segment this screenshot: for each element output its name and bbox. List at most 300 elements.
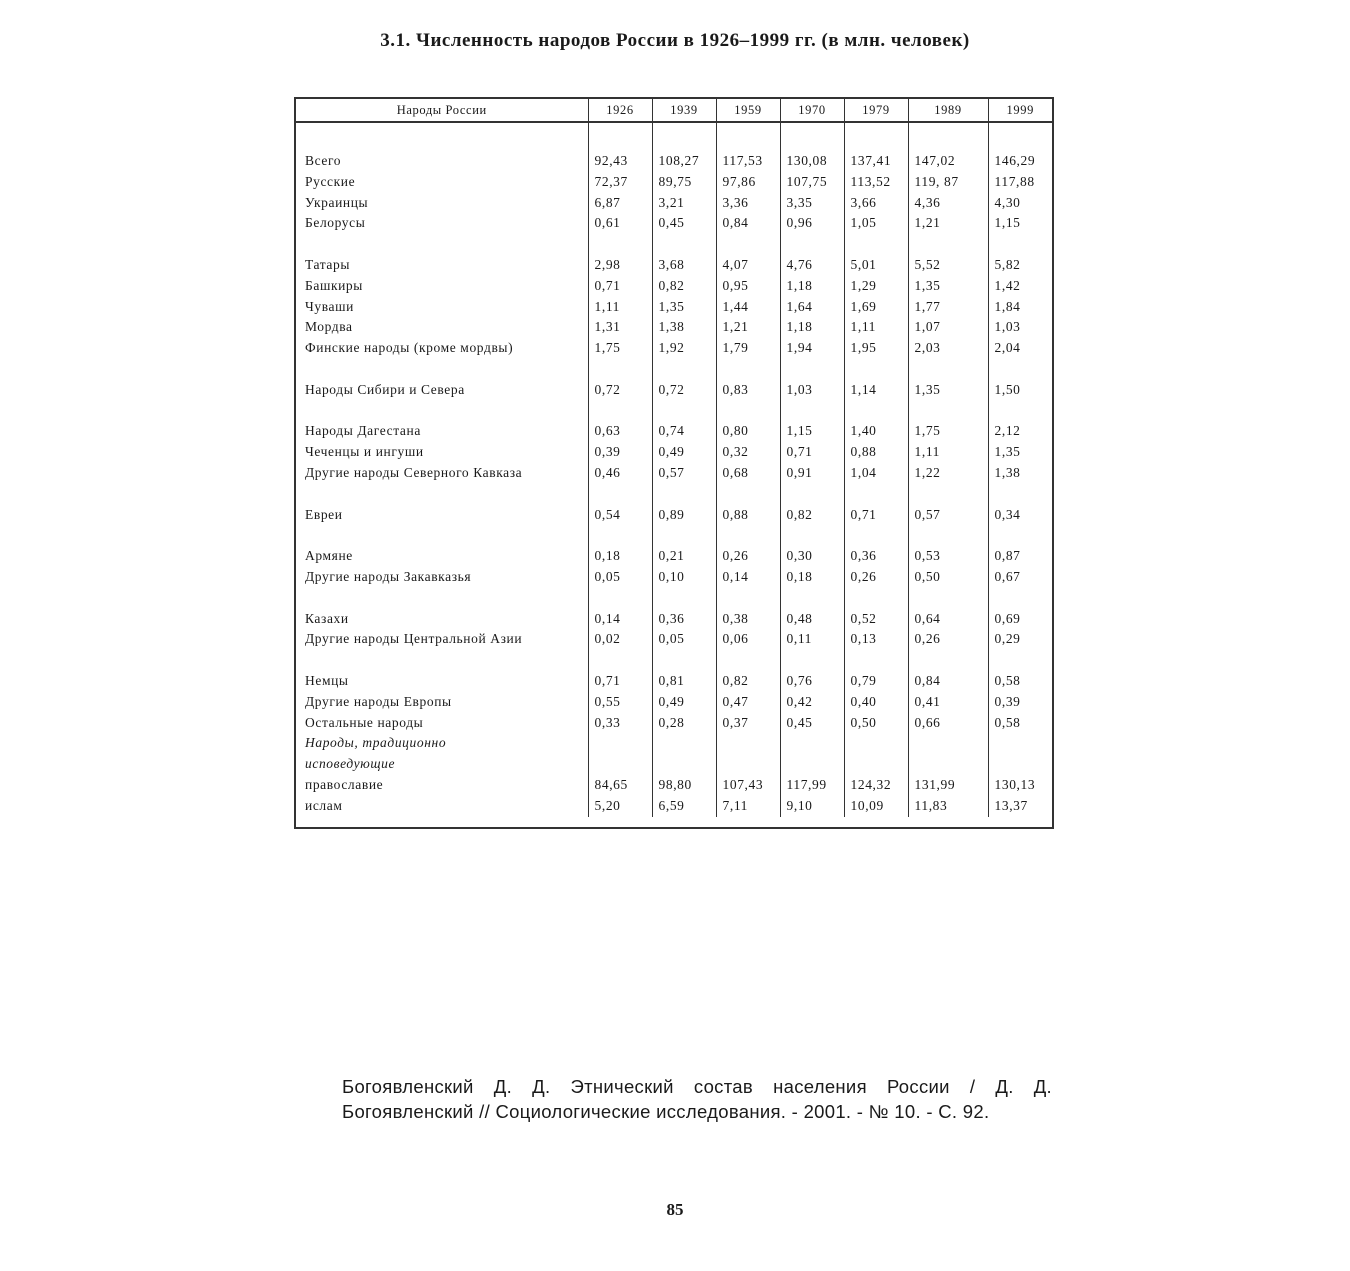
value-cell: 0,89 <box>652 505 716 526</box>
spacer-row <box>296 588 1052 609</box>
value-cell: 117,99 <box>780 775 844 796</box>
value-cell: 0,46 <box>588 463 652 484</box>
value-cell: 1,42 <box>994 277 1021 293</box>
value-cell: 1,22 <box>908 463 988 484</box>
value-cell: 0,71 <box>588 276 652 297</box>
spacer-cell <box>988 401 1052 422</box>
row-label: Мордва <box>296 317 588 338</box>
table-row <box>296 796 1052 817</box>
value-cell: 0,72 <box>588 380 652 401</box>
value-cell: 1,92 <box>652 338 716 359</box>
value-cell: 1,11 <box>908 442 988 463</box>
spacer-cell <box>844 650 908 671</box>
value-cell: 1,64 <box>780 297 844 318</box>
spacer-cell <box>588 650 652 671</box>
value-cell: 0,96 <box>780 213 844 234</box>
row-label: православие <box>296 775 588 796</box>
spacer-cell <box>780 588 844 609</box>
row-label: Финские народы (кроме мордвы) <box>296 338 588 359</box>
spacer-cell <box>908 359 988 380</box>
header-cell-year: 1970 <box>780 99 844 122</box>
value-cell: 0,32 <box>716 442 780 463</box>
spacer-cell <box>908 401 988 422</box>
value-cell: 1,79 <box>716 338 780 359</box>
value-cell: 0,49 <box>652 442 716 463</box>
spacer-cell <box>716 650 780 671</box>
value-cell: 113,52 <box>844 172 908 193</box>
table-row <box>296 213 1052 234</box>
value-cell: 3,66 <box>844 193 908 214</box>
table-row <box>296 733 1052 754</box>
value-cell: 147,02 <box>908 151 988 172</box>
spacer-cell <box>716 359 780 380</box>
value-cell: 1,18 <box>780 317 844 338</box>
value-cell: 0,50 <box>908 567 988 588</box>
value-cell: 0,05 <box>588 567 652 588</box>
value-cell: 2,12 <box>994 423 1021 439</box>
table-row <box>296 609 1052 630</box>
spacer-cell <box>908 484 988 505</box>
spacer-cell <box>780 401 844 422</box>
value-cell: 137,41 <box>844 151 908 172</box>
row-label: Народы Сибири и Севера <box>296 380 588 401</box>
spacer-cell <box>588 234 652 255</box>
value-cell: 1,18 <box>780 276 844 297</box>
value-cell: 1,15 <box>780 421 844 442</box>
value-cell: 0,34 <box>994 506 1021 522</box>
value-cell: 0,33 <box>588 713 652 734</box>
spacer-cell <box>988 122 1052 151</box>
value-cell: 119, 87 <box>908 172 988 193</box>
value-cell: 131,99 <box>908 775 988 796</box>
spacer-cell <box>652 588 716 609</box>
value-cell <box>716 754 780 775</box>
value-cell: 2,98 <box>588 255 652 276</box>
value-cell: 0,74 <box>652 421 716 442</box>
spacer-cell <box>588 401 652 422</box>
spacer-row <box>296 122 1052 151</box>
value-cell: 0,54 <box>588 505 652 526</box>
table-row <box>296 692 1052 713</box>
value-cell: 107,43 <box>716 775 780 796</box>
spacer-cell <box>780 234 844 255</box>
value-cell: 0,45 <box>652 213 716 234</box>
spacer-row <box>296 484 1052 505</box>
spacer-cell <box>588 359 652 380</box>
spacer-row <box>296 359 1052 380</box>
row-label: Другие народы Центральной Азии <box>296 629 588 650</box>
row-label: Русские <box>296 172 588 193</box>
table-row <box>296 255 1052 276</box>
spacer-cell <box>844 122 908 151</box>
value-cell: 0,18 <box>588 546 652 567</box>
value-cell: 0,66 <box>908 713 988 734</box>
value-cell: 0,28 <box>652 713 716 734</box>
spacer-row <box>296 401 1052 422</box>
table-row <box>296 276 1052 297</box>
value-cell: 1,35 <box>908 380 988 401</box>
row-label: Другие народы Европы <box>296 692 588 713</box>
value-cell: 0,69 <box>994 610 1021 626</box>
value-cell: 0,88 <box>844 442 908 463</box>
spacer-cell <box>988 484 1052 505</box>
value-cell: 1,77 <box>908 297 988 318</box>
row-label: Немцы <box>296 671 588 692</box>
spacer-cell <box>716 122 780 151</box>
value-cell: 1,29 <box>844 276 908 297</box>
value-cell: 89,75 <box>652 172 716 193</box>
value-cell: 130,13 <box>994 776 1036 792</box>
value-cell: 0,39 <box>994 693 1021 709</box>
value-cell: 1,31 <box>588 317 652 338</box>
value-cell: 107,75 <box>780 172 844 193</box>
spacer-cell <box>780 525 844 546</box>
value-cell: 0,71 <box>780 442 844 463</box>
spacer-cell <box>296 359 588 380</box>
value-cell: 1,05 <box>844 213 908 234</box>
value-cell: 0,95 <box>716 276 780 297</box>
value-cell: 1,21 <box>908 213 988 234</box>
value-cell: 0,67 <box>994 568 1021 584</box>
value-cell: 0,57 <box>908 505 988 526</box>
value-cell: 0,18 <box>780 567 844 588</box>
value-cell: 0,14 <box>588 609 652 630</box>
value-cell: 0,87 <box>994 548 1021 564</box>
value-cell: 1,11 <box>588 297 652 318</box>
spacer-cell <box>588 484 652 505</box>
spacer-cell <box>296 588 588 609</box>
value-cell: 4,36 <box>908 193 988 214</box>
value-cell <box>908 733 988 754</box>
table-body <box>296 122 1052 817</box>
spacer-cell <box>296 234 588 255</box>
value-cell: 0,91 <box>780 463 844 484</box>
spacer-cell <box>296 484 588 505</box>
value-cell: 5,01 <box>844 255 908 276</box>
value-cell: 1,21 <box>716 317 780 338</box>
spacer-cell <box>716 484 780 505</box>
value-cell: 1,35 <box>652 297 716 318</box>
value-cell <box>780 733 844 754</box>
spacer-row <box>296 234 1052 255</box>
value-cell: 0,82 <box>652 276 716 297</box>
row-label: Народы, традиционно <box>296 733 588 754</box>
spacer-cell <box>296 650 588 671</box>
spacer-cell <box>652 359 716 380</box>
table-row <box>296 505 1052 526</box>
value-cell: 0,48 <box>780 609 844 630</box>
table-row <box>296 567 1052 588</box>
value-cell: 0,84 <box>908 671 988 692</box>
spacer-cell <box>780 484 844 505</box>
value-cell: 6,87 <box>588 193 652 214</box>
spacer-cell <box>844 401 908 422</box>
value-cell: 0,47 <box>716 692 780 713</box>
row-label: Всего <box>296 151 588 172</box>
value-cell: 3,68 <box>652 255 716 276</box>
value-cell: 0,45 <box>780 713 844 734</box>
spacer-cell <box>716 588 780 609</box>
value-cell: 108,27 <box>652 151 716 172</box>
spacer-cell <box>908 588 988 609</box>
table-row <box>296 775 1052 796</box>
spacer-cell <box>908 234 988 255</box>
value-cell: 1,07 <box>908 317 988 338</box>
table-row <box>296 754 1052 775</box>
value-cell: 130,08 <box>780 151 844 172</box>
spacer-row <box>296 650 1052 671</box>
value-cell: 0,13 <box>844 629 908 650</box>
value-cell: 1,14 <box>844 380 908 401</box>
table-row <box>296 151 1052 172</box>
spacer-cell <box>716 234 780 255</box>
value-cell: 0,64 <box>908 609 988 630</box>
value-cell: 1,84 <box>994 298 1021 314</box>
value-cell: 1,44 <box>716 297 780 318</box>
value-cell: 0,21 <box>652 546 716 567</box>
value-cell <box>588 754 652 775</box>
value-cell: 0,40 <box>844 692 908 713</box>
row-label: Казахи <box>296 609 588 630</box>
spacer-cell <box>652 484 716 505</box>
value-cell: 0,61 <box>588 213 652 234</box>
value-cell <box>780 754 844 775</box>
value-cell: 0,88 <box>716 505 780 526</box>
value-cell: 11,83 <box>908 796 988 817</box>
value-cell: 124,32 <box>844 775 908 796</box>
value-cell: 0,82 <box>716 671 780 692</box>
table-row <box>296 317 1052 338</box>
value-cell <box>652 733 716 754</box>
value-cell: 92,43 <box>588 151 652 172</box>
value-cell: 0,81 <box>652 671 716 692</box>
value-cell: 4,30 <box>994 194 1021 210</box>
table-row <box>296 713 1052 734</box>
spacer-cell <box>988 588 1052 609</box>
value-cell: 0,49 <box>652 692 716 713</box>
row-label: Чуваши <box>296 297 588 318</box>
spacer-row <box>296 525 1052 546</box>
value-cell: 1,50 <box>994 381 1021 397</box>
value-cell: 0,80 <box>716 421 780 442</box>
header-cell-peoples: Народы России <box>296 99 588 122</box>
row-label: Татары <box>296 255 588 276</box>
row-label: Армяне <box>296 546 588 567</box>
value-cell: 5,20 <box>588 796 652 817</box>
row-label: Башкиры <box>296 276 588 297</box>
table-row <box>296 421 1052 442</box>
value-cell: 146,29 <box>994 153 1036 168</box>
table-row <box>296 442 1052 463</box>
table-row <box>296 463 1052 484</box>
table-title: 3.1. Численность народов России в 1926–1999 гг. (в млн. человек) <box>380 30 970 51</box>
value-cell: 0,52 <box>844 609 908 630</box>
value-cell: 9,10 <box>780 796 844 817</box>
value-cell: 10,09 <box>844 796 908 817</box>
table-row <box>296 193 1052 214</box>
value-cell: 1,35 <box>908 276 988 297</box>
value-cell: 0,76 <box>780 671 844 692</box>
spacer-cell <box>988 650 1052 671</box>
row-label: Остальные народы <box>296 713 588 734</box>
spacer-cell <box>844 234 908 255</box>
row-label: исповедующие <box>296 754 588 775</box>
value-cell: 0,53 <box>908 546 988 567</box>
spacer-cell <box>988 359 1052 380</box>
value-cell: 97,86 <box>716 172 780 193</box>
value-cell <box>844 754 908 775</box>
row-label: Украинцы <box>296 193 588 214</box>
value-cell: 0,84 <box>716 213 780 234</box>
value-cell: 0,02 <box>588 629 652 650</box>
spacer-cell <box>652 401 716 422</box>
value-cell: 1,03 <box>994 319 1021 335</box>
value-cell: 0,36 <box>652 609 716 630</box>
row-label: Евреи <box>296 505 588 526</box>
value-cell: 1,35 <box>994 444 1021 460</box>
row-label: Народы Дагестана <box>296 421 588 442</box>
spacer-cell <box>588 525 652 546</box>
value-cell: 5,82 <box>994 256 1021 272</box>
value-cell: 0,26 <box>716 546 780 567</box>
row-label: Белорусы <box>296 213 588 234</box>
header-cell-year: 1926 <box>588 99 652 122</box>
value-cell: 98,80 <box>652 775 716 796</box>
value-cell: 0,68 <box>716 463 780 484</box>
value-cell: 0,58 <box>994 714 1021 730</box>
table-row <box>296 629 1052 650</box>
row-label: Другие народы Северного Кавказа <box>296 463 588 484</box>
value-cell: 117,88 <box>994 173 1035 189</box>
page-number: 85 <box>666 1200 684 1219</box>
value-cell: 0,72 <box>652 380 716 401</box>
value-cell: 0,79 <box>844 671 908 692</box>
value-cell: 0,82 <box>780 505 844 526</box>
spacer-cell <box>988 525 1052 546</box>
value-cell: 0,55 <box>588 692 652 713</box>
header-cell-year: 1979 <box>844 99 908 122</box>
value-cell: 13,37 <box>994 797 1028 813</box>
value-cell: 3,36 <box>716 193 780 214</box>
value-cell: 0,11 <box>780 629 844 650</box>
row-label: ислам <box>296 796 588 817</box>
value-cell: 0,26 <box>844 567 908 588</box>
value-cell: 4,07 <box>716 255 780 276</box>
value-cell: 0,05 <box>652 629 716 650</box>
value-cell: 0,30 <box>780 546 844 567</box>
header-cell-year: 1959 <box>716 99 780 122</box>
spacer-cell <box>780 650 844 671</box>
value-cell: 5,52 <box>908 255 988 276</box>
value-cell <box>652 754 716 775</box>
table-row <box>296 172 1052 193</box>
spacer-cell <box>844 588 908 609</box>
value-cell: 1,04 <box>844 463 908 484</box>
spacer-cell <box>652 650 716 671</box>
spacer-cell <box>908 525 988 546</box>
value-cell: 3,21 <box>652 193 716 214</box>
spacer-cell <box>588 122 652 151</box>
spacer-cell <box>780 359 844 380</box>
value-cell: 1,94 <box>780 338 844 359</box>
value-cell: 1,11 <box>844 317 908 338</box>
value-cell: 1,40 <box>844 421 908 442</box>
value-cell <box>588 733 652 754</box>
table-row <box>296 671 1052 692</box>
value-cell: 0,06 <box>716 629 780 650</box>
value-cell: 1,03 <box>780 380 844 401</box>
value-cell: 0,39 <box>588 442 652 463</box>
spacer-cell <box>844 359 908 380</box>
value-cell: 117,53 <box>716 151 780 172</box>
value-cell <box>988 733 1052 754</box>
value-cell: 1,75 <box>588 338 652 359</box>
spacer-cell <box>296 122 588 151</box>
value-cell: 0,36 <box>844 546 908 567</box>
population-table-grid <box>296 99 1052 817</box>
spacer-cell <box>716 401 780 422</box>
table-row <box>296 297 1052 318</box>
value-cell: 7,11 <box>716 796 780 817</box>
value-cell: 0,71 <box>588 671 652 692</box>
spacer-cell <box>652 234 716 255</box>
spacer-cell <box>296 401 588 422</box>
value-cell: 84,65 <box>588 775 652 796</box>
value-cell <box>716 733 780 754</box>
value-cell: 0,83 <box>716 380 780 401</box>
spacer-cell <box>844 484 908 505</box>
value-cell: 1,15 <box>994 215 1021 231</box>
value-cell: 4,76 <box>780 255 844 276</box>
header-cell-year: 1989 <box>908 99 988 122</box>
source-citation: Богоявленский Д. Д. Этнический состав населения России / Д. Д. Богоявленский // Социологические исследования. - 2001. - № 10. - С. 92. <box>342 1076 1052 1122</box>
value-cell: 0,42 <box>780 692 844 713</box>
header-cell-year: 1999 <box>988 99 1052 122</box>
spacer-cell <box>844 525 908 546</box>
row-label: Другие народы Закавказья <box>296 567 588 588</box>
spacer-cell <box>716 525 780 546</box>
value-cell: 0,38 <box>716 609 780 630</box>
value-cell: 0,37 <box>716 713 780 734</box>
value-cell: 6,59 <box>652 796 716 817</box>
value-cell: 0,29 <box>994 631 1021 647</box>
value-cell: 0,26 <box>908 629 988 650</box>
table-row <box>296 546 1052 567</box>
value-cell: 0,71 <box>844 505 908 526</box>
value-cell <box>908 754 988 775</box>
value-cell: 0,63 <box>588 421 652 442</box>
value-cell <box>988 754 1052 775</box>
value-cell: 2,03 <box>908 338 988 359</box>
table-header-row <box>296 99 1052 122</box>
value-cell: 0,58 <box>994 672 1021 688</box>
header-cell-year: 1939 <box>652 99 716 122</box>
table-row <box>296 338 1052 359</box>
spacer-cell <box>588 588 652 609</box>
population-table <box>294 97 1054 829</box>
value-cell: 0,41 <box>908 692 988 713</box>
value-cell: 1,69 <box>844 297 908 318</box>
spacer-cell <box>988 234 1052 255</box>
spacer-cell <box>908 650 988 671</box>
value-cell: 1,38 <box>994 464 1021 480</box>
spacer-cell <box>908 122 988 151</box>
value-cell: 0,14 <box>716 567 780 588</box>
spacer-cell <box>296 525 588 546</box>
value-cell: 1,95 <box>844 338 908 359</box>
value-cell: 2,04 <box>994 340 1021 356</box>
spacer-cell <box>652 525 716 546</box>
